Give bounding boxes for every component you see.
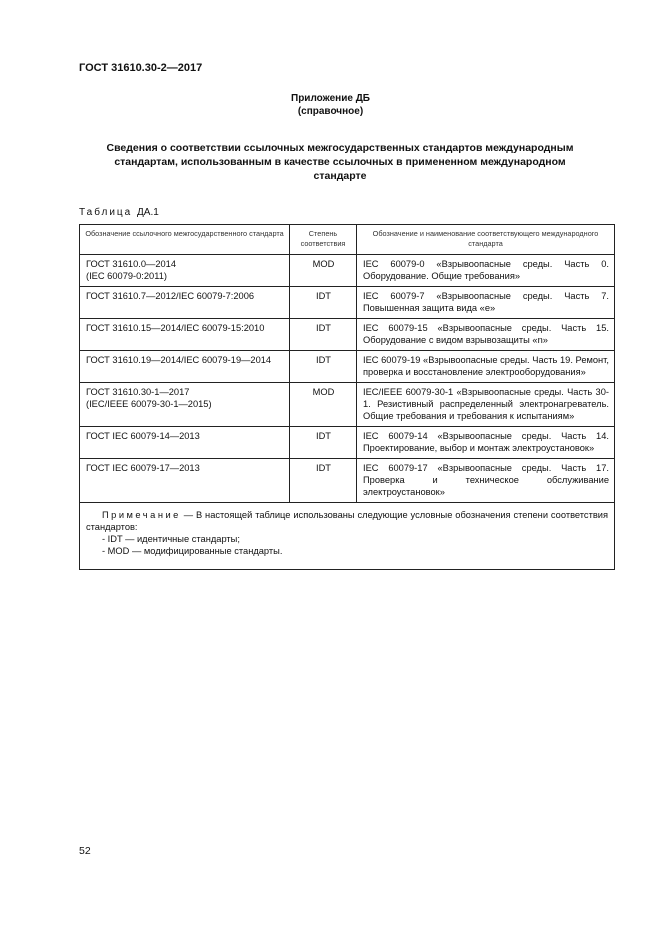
table-row [80,351,615,383]
table-row [80,427,615,459]
note-text-block [86,509,608,533]
cell-international: IEC/IEEE 60079-30-1 «Взрывоопасные среды. Часть 30-1. Резистивный распределенный электронагреватель. Общие требования и требования к испытаниям» [357,383,615,427]
annex-subtitle: (справочное) [297,106,364,117]
column-header-degree: Степень соответствия [290,225,357,255]
cell-degree: IDT [290,459,357,503]
note-item-mod: - MOD — модифицированные стандарты. [102,546,283,556]
note-item-idt: - IDT — идентичные стандарты; [102,534,240,544]
table-header-row [80,225,615,255]
cell-international: IEC 60079-19 «Взрывоопасные среды. Часть 19. Ремонт, проверка и восстановление электрооборудования» [357,351,615,383]
table-row [80,383,615,427]
cell-degree: MOD [290,383,357,427]
note-label: Примечание [102,510,181,520]
cell-standard: ГОСТ IEC 60079-14—2013 [80,427,290,459]
cell-international: IEC 60079-14 «Взрывоопасные среды. Часть 14. Проектирование, выбор и монтаж электроустановок» [357,427,615,459]
table-row [80,287,615,319]
cell-degree: IDT [290,427,357,459]
cell-standard: ГОСТ 31610.7—2012/IEC 60079-7:2006 [80,287,290,319]
page-number: 52 [79,845,91,857]
cell-international: IEC 60079-0 «Взрывоопасные среды. Часть 0. Оборудование. Общие требования» [357,255,615,287]
table-row [80,255,615,287]
document-code: ГОСТ 31610.30-2—2017 [79,62,203,74]
cell-degree: MOD [290,255,357,287]
cell-international: IEC 60079-15 «Взрывоопасные среды. Часть 15. Оборудование с видом взрывозащиты «n» [357,319,615,351]
cell-international: IEC 60079-17 «Взрывоопасные среды. Часть 17. Проверка и техническое обслуживание электроустановок» [357,459,615,503]
correspondence-table [79,224,615,570]
table-label-number: ДА.1 [137,207,159,218]
note-row [80,503,615,570]
table-row [80,319,615,351]
cell-standard: ГОСТ 31610.19—2014/IEC 60079-19—2014 [80,351,290,383]
section-heading: Сведения о соответствии ссылочных межгосударственных стандартов международным стандартам, использованным в качестве ссылочных в примененном международном стандарте [106,142,574,182]
table-label-word: Таблица [79,207,133,218]
cell-degree: IDT [290,287,357,319]
cell-international: IEC 60079-7 «Взрывоопасные среды. Часть 7. Повышенная защита вида «е» [357,287,615,319]
cell-standard: ГОСТ 31610.15—2014/IEC 60079-15:2010 [80,319,290,351]
cell-degree: IDT [290,351,357,383]
table-row [80,459,615,503]
column-header-international: Обозначение и наименование соответствующего международного стандарта [357,225,615,255]
annex-block [0,92,661,118]
annex-title: Приложение ДБ [291,93,370,104]
cell-standard: ГОСТ 31610.30-1—2017 (IEC/IEEE 60079-30-1—2015) [80,383,290,427]
cell-standard: ГОСТ 31610.0—2014 (IEC 60079-0:2011) [80,255,290,287]
cell-degree: IDT [290,319,357,351]
table-label [79,207,159,218]
table-note [80,503,615,570]
cell-standard: ГОСТ IEC 60079-17—2013 [80,459,290,503]
note-text: — В настоящей таблице использованы следующие условные обозначения степени соответствия стандартов: [86,510,608,532]
column-header-standard: Обозначение ссылочного межгосударственного стандарта [80,225,290,255]
